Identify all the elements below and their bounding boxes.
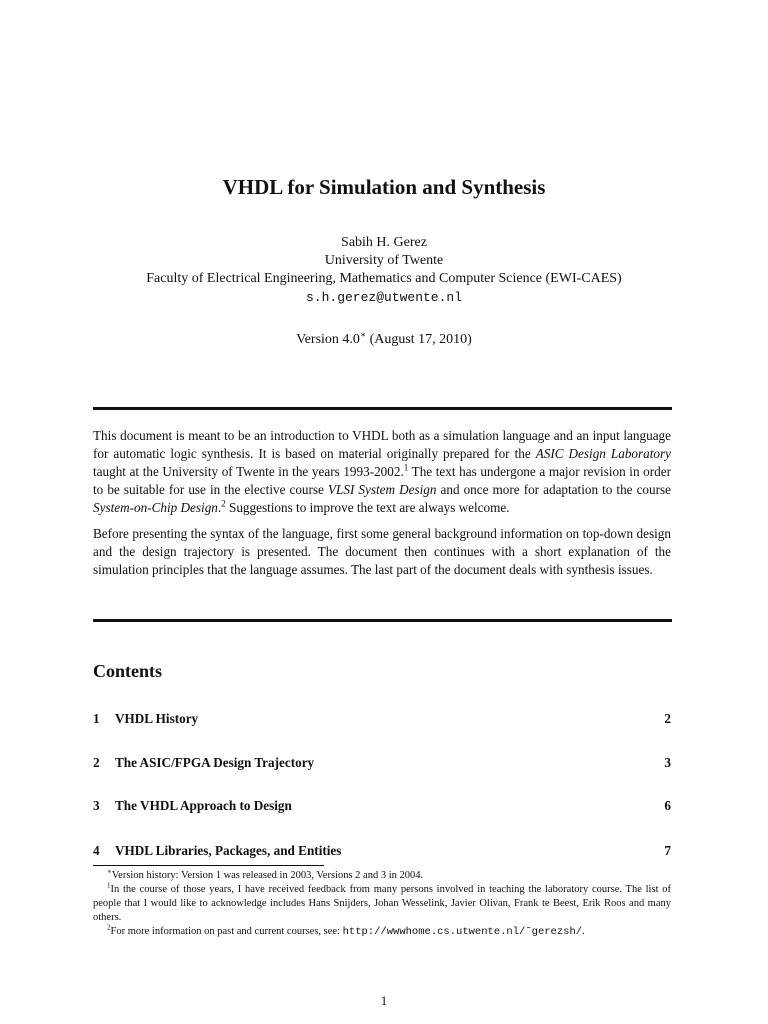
version-text: Version 4.0 bbox=[296, 332, 360, 347]
footnote-url-link[interactable]: http://wwwhome.cs.utwente.nl/˜gerezsh/ bbox=[342, 926, 583, 938]
abstract bbox=[93, 427, 671, 587]
footnote-ref: 1 bbox=[403, 462, 409, 473]
toc-title: The ASIC/FPGA Design Trajectory bbox=[115, 755, 315, 770]
toc-entry[interactable] bbox=[93, 711, 671, 727]
version-line bbox=[0, 331, 768, 349]
footnote-mark: 2 bbox=[107, 923, 111, 932]
footnote-ref: 2 bbox=[221, 498, 226, 509]
version-date: (August 17, 2010) bbox=[369, 332, 472, 347]
course-name: VLSI System Design bbox=[327, 482, 437, 497]
document-title: VHDL for Simulation and Synthesis bbox=[222, 175, 546, 199]
abstract-text: . bbox=[217, 500, 222, 515]
contents-heading: Contents bbox=[93, 661, 163, 681]
course-name: ASIC Design Laboratory bbox=[535, 446, 671, 461]
footnote-rule bbox=[93, 865, 324, 866]
toc-entry[interactable] bbox=[93, 755, 671, 771]
top-rule bbox=[93, 407, 672, 410]
toc-page: 6 bbox=[664, 798, 671, 813]
footnote-text: . bbox=[582, 926, 585, 937]
toc-number: 3 bbox=[93, 798, 100, 813]
footnote-mark: ∗ bbox=[107, 867, 112, 876]
footnote-1 bbox=[93, 883, 671, 925]
toc-title: The VHDL Approach to Design bbox=[115, 798, 292, 813]
author-faculty: Faculty of Electrical Engineering, Mathematics and Computer Science (EWI-CAES) bbox=[146, 271, 622, 286]
toc-number: 4 bbox=[93, 843, 100, 858]
author-name: Sabih H. Gerez bbox=[341, 235, 427, 250]
toc-number: 2 bbox=[93, 755, 100, 770]
author-university: University of Twente bbox=[324, 253, 444, 268]
page-number: 1 bbox=[380, 993, 388, 1008]
abstract-text: and once more for adaptation to the course bbox=[436, 482, 671, 497]
footnotes bbox=[93, 869, 671, 939]
author-email[interactable]: s.h.gerez@utwente.nl bbox=[305, 290, 463, 305]
footnote-mark: 1 bbox=[107, 881, 111, 890]
abstract-text: Suggestions to improve the text are always welcome. bbox=[225, 500, 510, 515]
footnote-text: In the course of those years, I have received feedback from many persons involved in teaching the laboratory course. The list of people that I would like to acknowledge includes Hans Snijders, Johan Wesselink, Javier Olivan, Frank te Beest, Erik Roos and many others. bbox=[93, 884, 671, 923]
abstract-paragraph-1 bbox=[93, 427, 671, 517]
toc-entry[interactable] bbox=[93, 798, 671, 814]
toc-title: VHDL Libraries, Packages, and Entities bbox=[115, 843, 342, 858]
toc-page: 7 bbox=[664, 843, 671, 858]
abstract-text: The text has undergone a major revision in order to be suitable for use in the elective course bbox=[93, 464, 671, 497]
footnote-text: Version history: Version 1 was released in 2003, Versions 2 and 3 in 2004. bbox=[111, 870, 424, 881]
version-footnote-mark: ∗ bbox=[359, 329, 367, 340]
footnote-version bbox=[93, 869, 671, 883]
course-name: System-on-Chip Design bbox=[93, 500, 218, 515]
footnote-2 bbox=[93, 925, 671, 939]
footnote-text: For more information on past and current courses, see: bbox=[110, 926, 343, 937]
bottom-rule bbox=[93, 619, 672, 622]
abstract-text: taught at the University of Twente in the years 1993-2002. bbox=[93, 464, 404, 479]
abstract-paragraph-2: Before presenting the syntax of the language, first some general background information on top-down design and the design trajectory is presented. The document then continues with a short explanation of the simulation principles that the language assumes. The last part of the document deals with synthesis issues. bbox=[93, 526, 671, 577]
toc-entry[interactable] bbox=[93, 843, 671, 859]
abstract-text: This document is meant to be an introduction to VHDL both as a simulation language and an input language for automatic logic synthesis. It is based on material originally prepared for the bbox=[93, 428, 671, 461]
toc-number: 1 bbox=[93, 711, 100, 726]
toc-page: 3 bbox=[664, 755, 671, 770]
toc-page: 2 bbox=[664, 711, 671, 726]
toc-title: VHDL History bbox=[115, 711, 199, 726]
